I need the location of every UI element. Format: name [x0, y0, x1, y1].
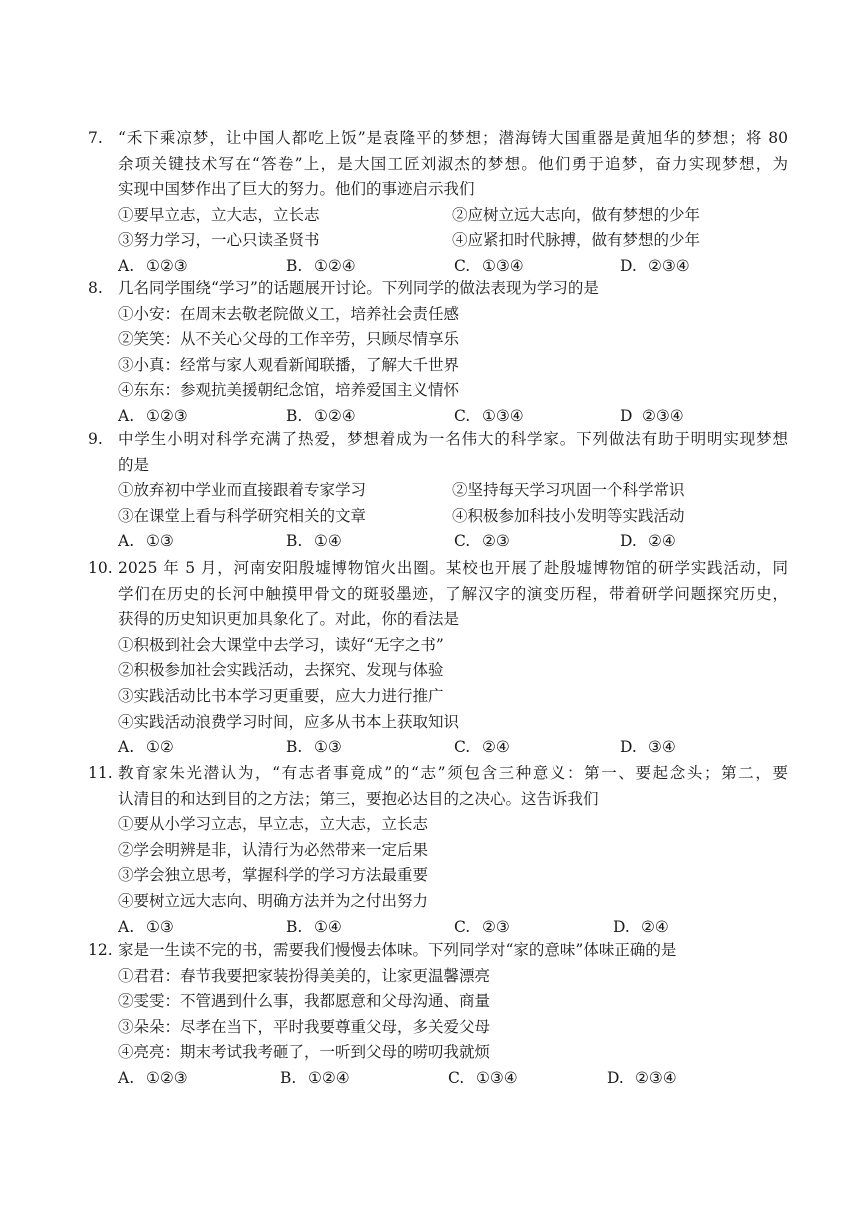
statement-item: ④要树立远大志向、明确方法并为之付出努力 [118, 891, 429, 910]
question-number: 9. [88, 430, 103, 448]
option-b: B. ①④ [286, 917, 342, 936]
statement-item: ④东东：参观抗美援朝纪念馆，培养爱国主义情怀 [118, 381, 460, 400]
statement-item: ①小安：在周末去敬老院做义工，培养社会责任感 [118, 304, 460, 323]
option-c: C. ②③ [454, 917, 510, 936]
question-stem-line: 的是 [118, 455, 150, 474]
statement-item: ③在课堂上看与科学研究相关的文章 [118, 506, 367, 525]
option-b: B. ①②④ [286, 406, 356, 425]
statement-item: ②笑笑：从不关心父母的工作辛劳，只顾尽情享乐 [118, 330, 460, 349]
statement-item: ③朵朵：尽孝在当下，平时我要尊重父母，多关爱父母 [118, 1017, 491, 1036]
statement-item: ④实践活动浪费学习时间，应多从书本上获取知识 [118, 712, 460, 731]
question-stem-line: 中学生小明对科学充满了热爱，梦想着成为一名伟大的科学家。下列做法有助于明明实现梦想 [118, 430, 788, 448]
question-number: 10. [88, 559, 113, 577]
option-d: D. ③④ [620, 738, 676, 757]
option-a: A. ①② [118, 738, 174, 757]
question-11 [88, 761, 788, 940]
option-b: B. ①②④ [280, 1068, 350, 1087]
question-10 [88, 556, 788, 761]
question-stem-line: 教育家朱光潜认为，“有志者事竟成”的“志”须包含三种意义：第一、要起念头；第二，要 [118, 764, 788, 782]
option-d: D. ②④ [613, 917, 669, 936]
option-a: A. ①③ [118, 917, 174, 936]
question-stem-line: 学们在历史的长河中触摸甲骨文的斑驳墨迹，了解汉字的演变历程，带着研学问题探究历史， [118, 584, 788, 603]
statement-item: ②积极参加社会实践活动，去探究、发现与体验 [118, 661, 444, 680]
option-c: C. ①③④ [448, 1068, 518, 1087]
statement-item: ①积极到社会大课堂中去学习，读好“无字之书” [118, 635, 444, 654]
question-stem-line: 2025 年 5 月，河南安阳殷墟博物馆火出圈。某校也开展了赴殷墟博物馆的研学实践活动，同 [118, 559, 788, 577]
option-d: D. ②③④ [607, 1068, 677, 1087]
option-d: D. ②③④ [620, 256, 690, 275]
statement-item: ①君君：春节我要把家装扮得美美的，让家更温馨漂亮 [118, 966, 491, 985]
statement-item: ①放弃初中学业而直接跟着专家学习 [118, 481, 367, 500]
statement-item: ①要从小学习立志，早立志，立大志，立长志 [118, 815, 429, 834]
option-c: C. ②③ [454, 532, 510, 551]
option-b: B. ①③ [286, 738, 342, 757]
option-a: A. ①②③ [118, 406, 188, 425]
statement-item: ③学会独立思考，掌握科学的学习方法最重要 [118, 866, 429, 885]
question-number: 8. [88, 279, 103, 297]
question-7 [88, 126, 788, 280]
statement-item: ③小真：经常与家人观看新闻联播，了解大千世界 [118, 355, 460, 374]
question-12 [88, 938, 788, 1092]
question-9 [88, 427, 788, 555]
option-b: B. ①④ [286, 532, 342, 551]
question-stem-line: 家是一生读不完的书，需要我们慢慢去体味。下列同学对“家的意味”体味正确的是 [118, 941, 677, 959]
option-c: C. ①③④ [454, 406, 524, 425]
statement-item: ②雯雯：不管遇到什么事，我都愿意和父母沟通、商量 [118, 992, 491, 1011]
question-stem-line: “禾下乘凉梦，让中国人都吃上饭”是袁隆平的梦想；潜海铸大国重器是黄旭华的梦想；将 80 [118, 129, 788, 147]
statement-item: ②应树立远大志向，做有梦想的少年 [452, 205, 701, 224]
statement-item: ③努力学习，一心只读圣贤书 [118, 231, 320, 250]
option-d: D ②③④ [620, 406, 684, 425]
question-8 [88, 276, 788, 430]
option-d: D. ②④ [620, 532, 676, 551]
question-number: 7. [88, 129, 103, 147]
option-a: A. ①②③ [118, 1068, 188, 1087]
question-stem-line: 认清目的和达到目的之方法；第三，要抱必达目的之决心。这告诉我们 [118, 789, 599, 808]
statement-item: ③实践活动比书本学习更重要，应大力进行推广 [118, 686, 444, 705]
option-a: A. ①③ [118, 532, 174, 551]
question-stem-line: 获得的历史知识更加具象化了。对此，你的看法是 [118, 610, 460, 629]
question-stem-line: 余项关键技术写在“答卷”上，是大国工匠刘淑杰的梦想。他们勇于追梦，奋力实现梦想，为 [118, 154, 788, 173]
statement-item: ④应紧扣时代脉搏，做有梦想的少年 [452, 231, 701, 250]
option-b: B. ①②④ [286, 256, 356, 275]
option-c: C. ②④ [454, 738, 510, 757]
question-stem-line: 几名同学围绕“学习”的话题展开讨论。下列同学的做法表现为学习的是 [118, 279, 599, 297]
question-number: 11. [88, 764, 113, 782]
statement-item: ①要早立志，立大志，立长志 [118, 205, 320, 224]
statement-item: ②学会明辨是非，认清行为必然带来一定后果 [118, 840, 429, 859]
statement-item: ④亮亮：期末考试我考砸了，一听到父母的唠叨我就烦 [118, 1043, 491, 1062]
option-a: A. ①②③ [118, 256, 188, 275]
question-number: 12. [88, 941, 113, 959]
question-stem-line: 实现中国梦作出了巨大的努力。他们的事迹启示我们 [118, 180, 475, 199]
statement-item: ④积极参加科技小发明等实践活动 [452, 506, 685, 525]
option-c: C. ①③④ [454, 256, 524, 275]
statement-item: ②坚持每天学习巩固一个科学常识 [452, 481, 685, 500]
